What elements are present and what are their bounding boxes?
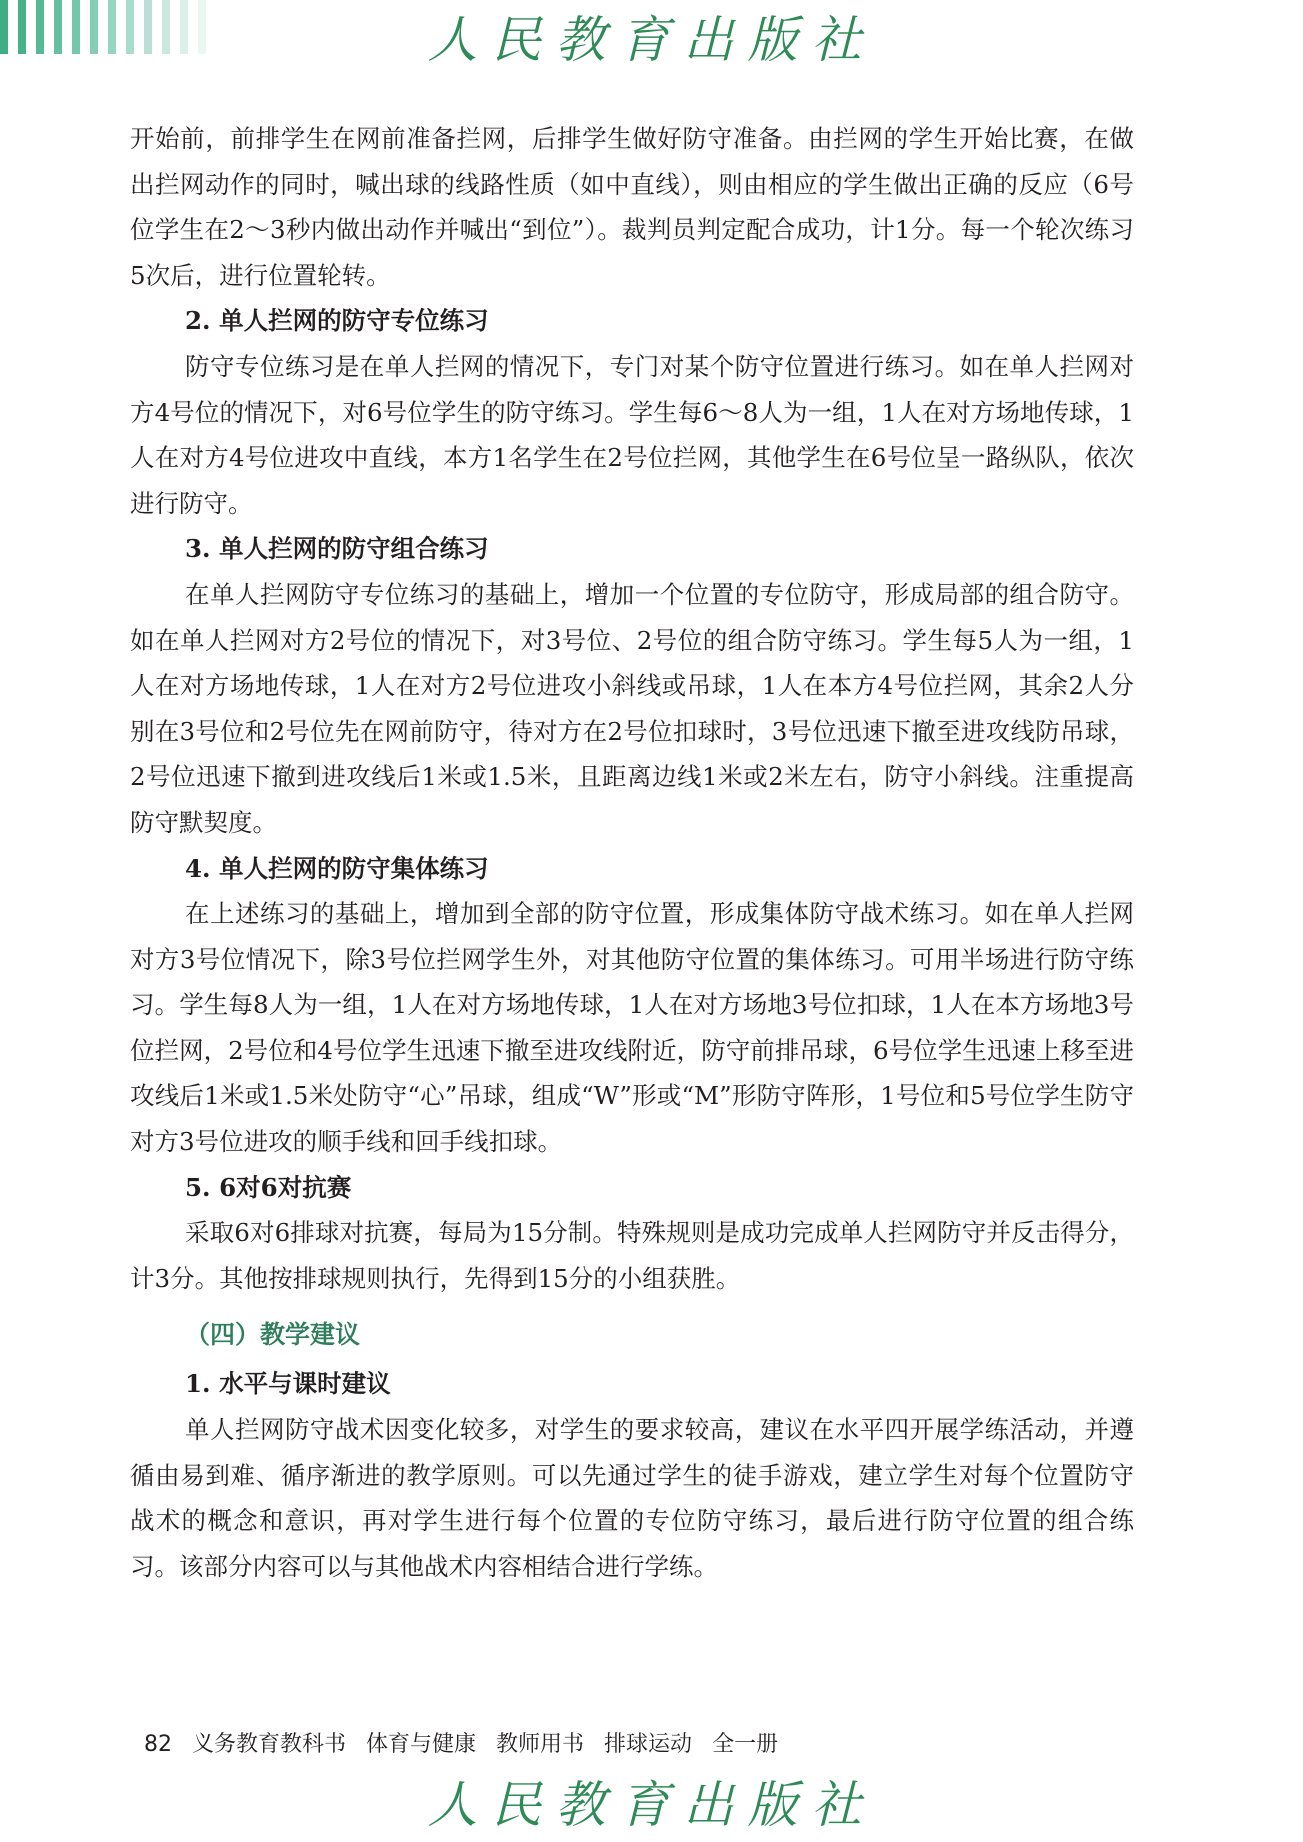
- publisher-logo-top: 人民教育出版社: [427, 11, 876, 69]
- page-content: [130, 116, 1134, 1589]
- chapter-heading: （四）教学建议: [185, 1320, 361, 1350]
- footer-subject: 体育与健康: [366, 1732, 477, 1757]
- body-paragraph: 单人拦网防守战术因变化较多，对学生的要求较高，建议在水平四开展学练活动，并遵循由易到难、循序渐进的教学原则。可以先通过学生的徒手游戏，建立学生对每个位置防守战术的概念和意识，再对学生进行每个位置的专位防守练习，最后进行防守位置的组合练习。该部分内容可以与其他战术内容相结合进行学练。: [130, 1415, 1134, 1581]
- section-heading: 2. 单人拦网的防守专位练习: [185, 306, 489, 336]
- section-heading: 4. 单人拦网的防守集体练习: [185, 853, 489, 883]
- publisher-logo-bottom: 人民教育出版社: [427, 1776, 876, 1834]
- footer-volume: 全一册: [712, 1732, 779, 1757]
- body-paragraph: 在单人拦网防守专位练习的基础上，增加一个位置的专位防守，形成局部的组合防守。如在单人拦网对方2号位的情况下，对3号位、2号位的组合防守练习。学生每5人为一组，1人在对方场地传球，1人在对方2号位进攻小斜线或吊球，1人在本方4号位拦网，其余2人分别在3号位和2号位先在网前防守，待对方在2号位扣球时，3号位迅速下撤至进攻线防吊球，2号位迅速下撤到进攻线后1米或1.5米，且距离边线1米或2米左右，防守小斜线。注重提高防守默契度。: [130, 579, 1134, 837]
- footer-topic: 排球运动: [604, 1732, 693, 1757]
- section-heading: 1. 水平与课时建议: [185, 1369, 391, 1399]
- body-paragraph: 采取6对6排球对抗赛，每局为15分制。特殊规则是成功完成单人拦网防守并反击得分，计3分。其他按排球规则执行，先得到15分的小组获胜。: [130, 1218, 1134, 1293]
- section-heading: 5. 6对6对抗赛: [185, 1172, 352, 1202]
- footer-book-type: 教师用书: [496, 1732, 585, 1757]
- footer-series: 义务教育教科书: [192, 1732, 347, 1757]
- page-footer: [130, 1700, 798, 1760]
- body-paragraph: 在上述练习的基础上，增加到全部的防守位置，形成集体防守战术练习。如在单人拦网对方3号位情况下，除3号位拦网学生外，对其他防守位置的集体练习。可用半场进行防守练习。学生每8人为一组，1人在对方场地传球，1人在对方场地3号位扣球，1人在本方场地3号位拦网，2号位和4号位学生迅速下撤至进攻线附近，防守前排吊球，6号位学生迅速上移至进攻线后1米或1.5米处防守“心”吊球，组成“W”形或“M”形防守阵形，1号位和5号位学生防守对方3号位进攻的顺手线和回手线扣球。: [130, 899, 1134, 1157]
- body-paragraph: 防守专位练习是在单人拦网的情况下，专门对某个防守位置进行练习。如在单人拦网对方4号位的情况下，对6号位学生的防守练习。学生每6～8人为一组，1人在对方场地传球，1人在对方4号位进攻中直线，本方1名学生在2号位拦网，其他学生在6号位呈一路纵队，依次进行防守。: [130, 351, 1134, 518]
- section-heading: 3. 单人拦网的防守组合练习: [185, 534, 489, 564]
- body-paragraph: 开始前，前排学生在网前准备拦网，后排学生做好防守准备。由拦网的学生开始比赛，在做出拦网动作的同时，喊出球的线路性质（如中直线），则由相应的学生做出正确的反应（6号位学生在2～3秒内做出动作并喊出“到位”）。裁判员判定配合成功，计1分。每一个轮次练习5次后，进行位置轮转。: [130, 124, 1134, 290]
- page-number: 82: [144, 1732, 172, 1757]
